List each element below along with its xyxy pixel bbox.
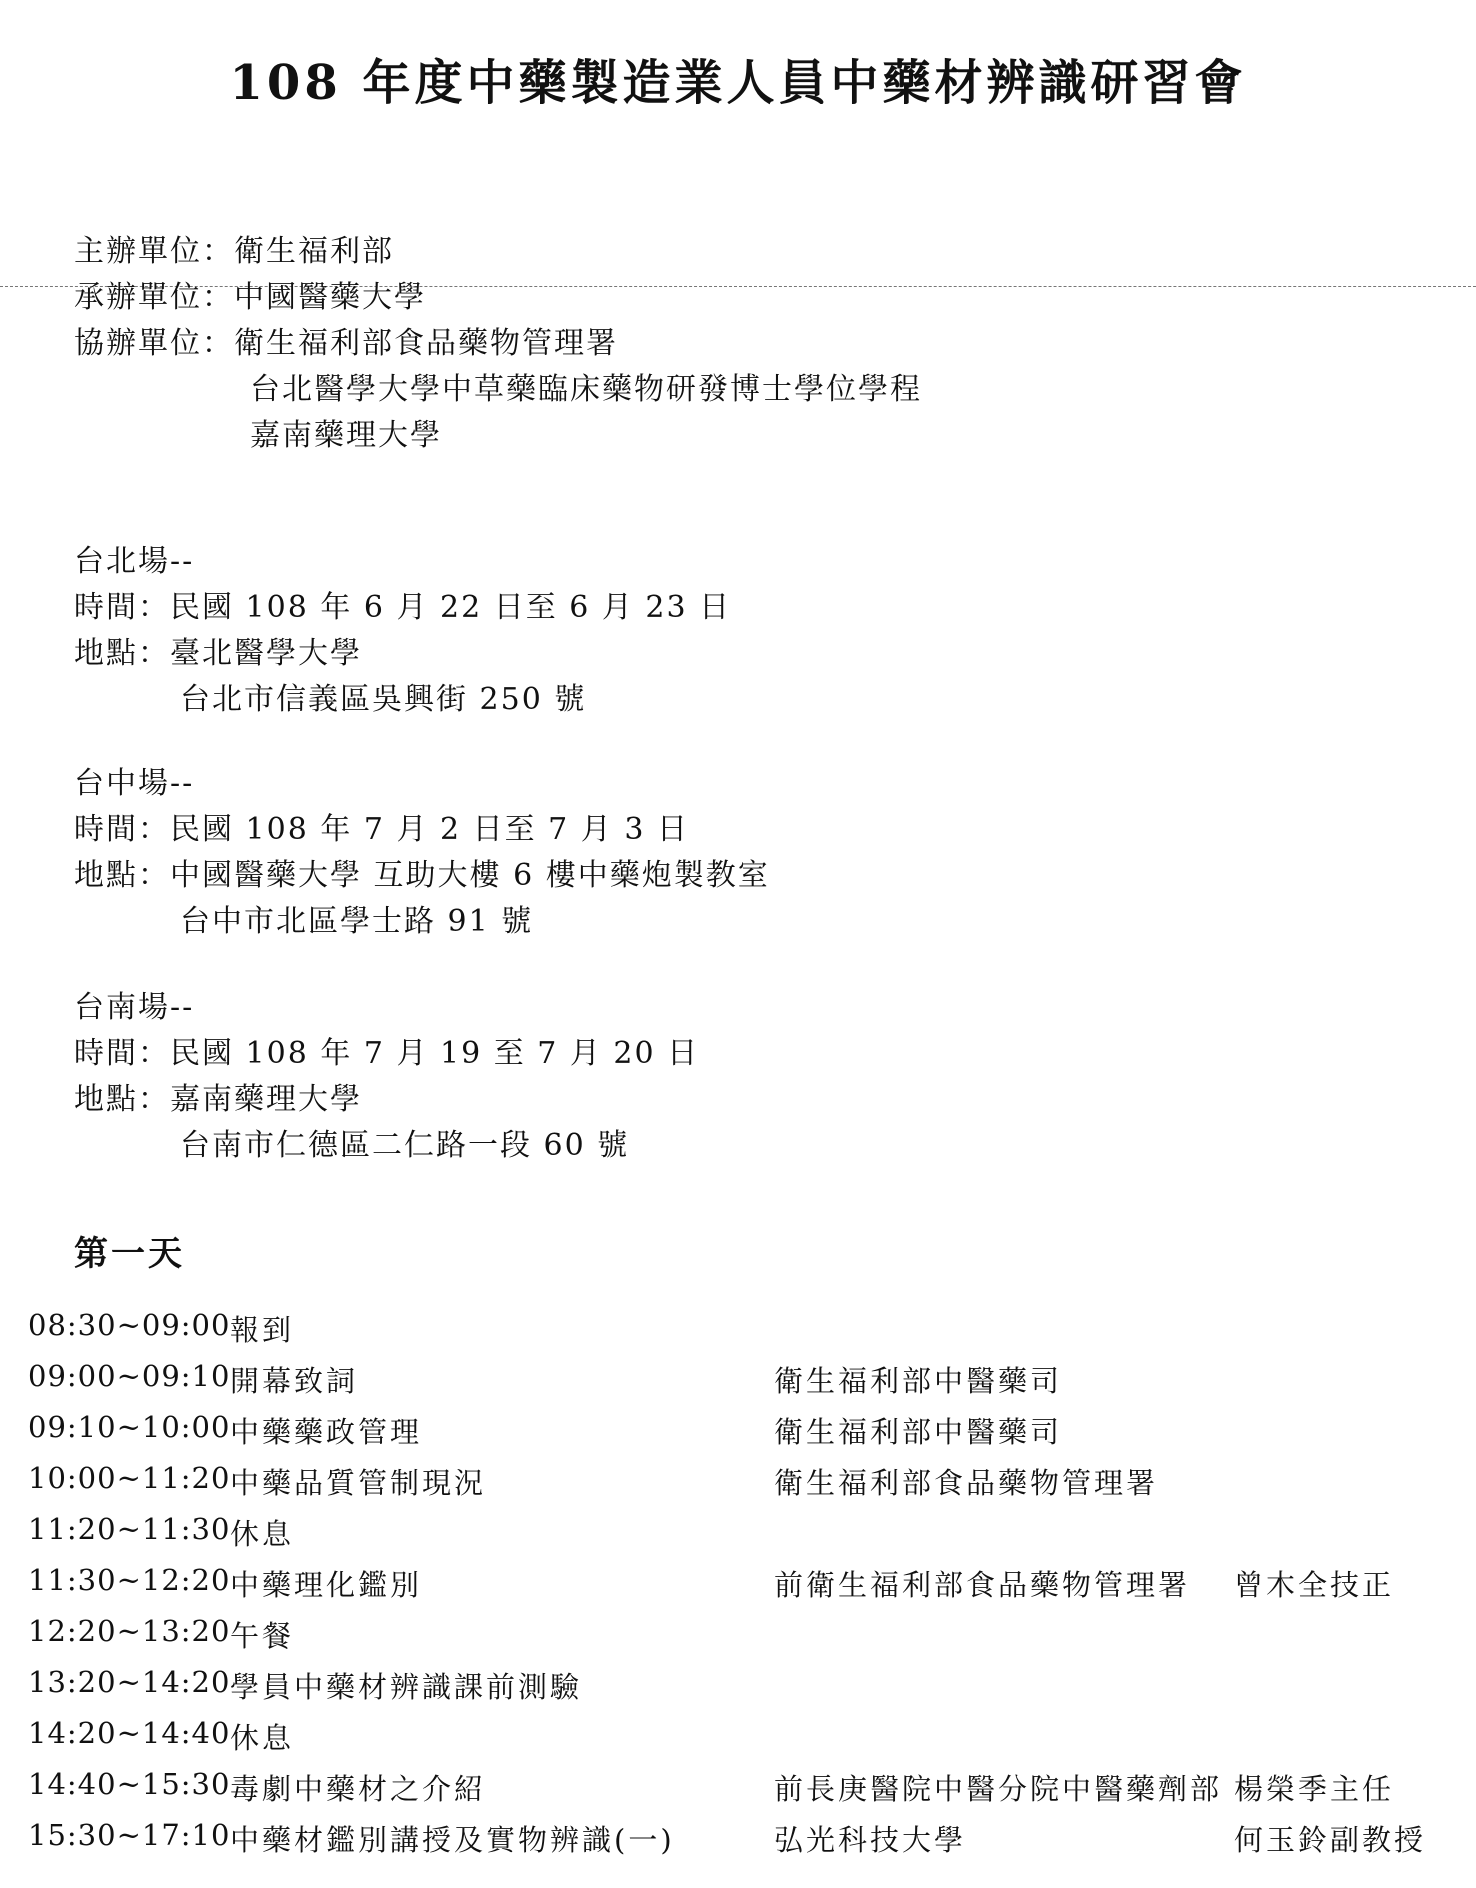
schedule-time: 13:20~14:20 <box>28 1665 231 1699</box>
schedule-row <box>0 1308 1476 1358</box>
co-organizer-item: 台北醫學大學中草藥臨床藥物研發博士學位學程 <box>250 372 922 407</box>
document-title: 108 年度中藥製造業人員中藥材辨識研習會 <box>229 55 1247 111</box>
schedule-time: 12:20~13:20 <box>28 1614 231 1648</box>
schedule-time: 14:20~14:40 <box>28 1716 231 1750</box>
organizer-unit: 承辦單位：中國醫藥大學 <box>74 280 426 315</box>
schedule-row <box>0 1614 1476 1664</box>
schedule-time: 15:30~17:10 <box>28 1818 231 1852</box>
schedule-speaker: 何玉鈴副教授 <box>1234 1823 1427 1857</box>
schedule-topic: 開幕致詞 <box>230 1364 359 1398</box>
schedule-topic: 學員中藥材辨識課前測驗 <box>230 1670 583 1704</box>
session-time-taipei: 時間：民國 108 年 6 月 22 日至 6 月 23 日 <box>74 590 732 625</box>
schedule-topic: 午餐 <box>230 1619 295 1653</box>
schedule-topic: 中藥品質管制現況 <box>230 1466 487 1500</box>
schedule-topic: 中藥材鑑別講授及實物辨識(一) <box>230 1823 675 1857</box>
schedule-topic: 休息 <box>230 1721 295 1755</box>
session-time-tainan: 時間：民國 108 年 7 月 19 至 7 月 20 日 <box>74 1036 700 1071</box>
schedule-row <box>0 1461 1476 1511</box>
co-organizer-unit: 協辦單位：衛生福利部食品藥物管理署 <box>74 326 618 361</box>
schedule-topic: 報到 <box>230 1313 295 1347</box>
schedule-row <box>0 1767 1476 1817</box>
session-place-tainan: 地點：嘉南藥理大學 <box>74 1082 362 1117</box>
schedule-time: 09:00~09:10 <box>28 1359 231 1393</box>
schedule-topic: 中藥理化鑑別 <box>230 1568 423 1602</box>
schedule-org: 衛生福利部食品藥物管理署 <box>774 1466 1159 1500</box>
session-address-taichung: 台中市北區學士路 91 號 <box>180 904 534 939</box>
session-place-taipei: 地點：臺北醫學大學 <box>74 636 362 671</box>
schedule-org: 弘光科技大學 <box>774 1823 967 1857</box>
schedule-topic: 中藥藥政管理 <box>230 1415 423 1449</box>
session-name-taichung: 台中場-- <box>74 766 195 801</box>
schedule-org: 前衛生福利部食品藥物管理署 <box>774 1568 1191 1602</box>
session-name-tainan: 台南場-- <box>74 990 195 1025</box>
schedule-time: 10:00~11:20 <box>28 1461 231 1495</box>
session-time-taichung: 時間：民國 108 年 7 月 2 日至 7 月 3 日 <box>74 812 689 847</box>
co-organizer-item: 嘉南藥理大學 <box>250 418 442 453</box>
schedule-time: 09:10~10:00 <box>28 1410 231 1444</box>
day-heading: 第一天 <box>74 1234 185 1274</box>
schedule-time: 14:40~15:30 <box>28 1767 231 1801</box>
schedule-speaker: 曾木全技正 <box>1234 1568 1395 1602</box>
schedule-topic: 毒劇中藥材之介紹 <box>230 1772 487 1806</box>
schedule-row <box>0 1716 1476 1766</box>
schedule-org: 衛生福利部中醫藥司 <box>774 1364 1063 1398</box>
schedule-org: 前長庚醫院中醫分院中醫藥劑部 <box>774 1772 1223 1806</box>
schedule-topic: 休息 <box>230 1517 295 1551</box>
schedule-row <box>0 1563 1476 1613</box>
host-unit: 主辦單位：衛生福利部 <box>74 234 394 269</box>
schedule-time: 11:20~11:30 <box>28 1512 231 1546</box>
schedule-row <box>0 1665 1476 1715</box>
schedule-time: 08:30~09:00 <box>28 1308 231 1342</box>
schedule-row <box>0 1410 1476 1460</box>
schedule-time: 11:30~12:20 <box>28 1563 231 1597</box>
session-address-taipei: 台北市信義區吳興街 250 號 <box>180 682 587 717</box>
schedule-row <box>0 1359 1476 1409</box>
session-address-tainan: 台南市仁德區二仁路一段 60 號 <box>180 1128 630 1163</box>
schedule-row <box>0 1512 1476 1562</box>
session-place-taichung: 地點：中國醫藥大學 互助大樓 6 樓中藥炮製教室 <box>74 858 770 893</box>
schedule-row <box>0 1818 1476 1868</box>
session-name-taipei: 台北場-- <box>74 544 195 579</box>
schedule-speaker: 楊榮季主任 <box>1234 1772 1395 1806</box>
schedule-org: 衛生福利部中醫藥司 <box>774 1415 1063 1449</box>
